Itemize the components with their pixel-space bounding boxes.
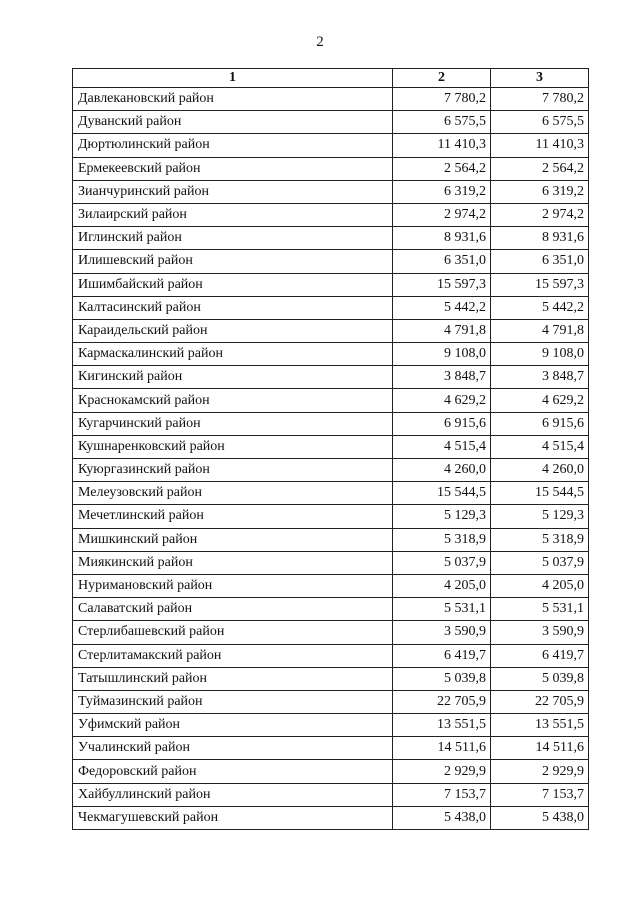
district-name-cell: Ермекеевский район bbox=[73, 157, 393, 180]
table-row bbox=[73, 343, 589, 366]
table-row bbox=[73, 505, 589, 528]
column-3-value-cell: 9 108,0 bbox=[491, 343, 589, 366]
table-row bbox=[73, 111, 589, 134]
column-3-value-cell: 8 931,6 bbox=[491, 227, 589, 250]
column-3-value-cell: 13 551,5 bbox=[491, 714, 589, 737]
district-name-cell: Караидельский район bbox=[73, 319, 393, 342]
column-3-value-cell: 4 791,8 bbox=[491, 319, 589, 342]
column-2-value-cell: 2 564,2 bbox=[393, 157, 491, 180]
district-name-cell: Татышлинский район bbox=[73, 667, 393, 690]
table-row bbox=[73, 227, 589, 250]
column-3-value-cell: 6 319,2 bbox=[491, 180, 589, 203]
column-3-value-cell: 6 575,5 bbox=[491, 111, 589, 134]
column-3-value-cell: 15 597,3 bbox=[491, 273, 589, 296]
column-header-2: 2 bbox=[393, 69, 491, 88]
table-row bbox=[73, 412, 589, 435]
table-row bbox=[73, 435, 589, 458]
table-row bbox=[73, 134, 589, 157]
column-3-value-cell: 4 515,4 bbox=[491, 435, 589, 458]
district-name-cell: Уфимский район bbox=[73, 714, 393, 737]
table-row bbox=[73, 366, 589, 389]
column-2-value-cell: 15 597,3 bbox=[393, 273, 491, 296]
column-3-value-cell: 6 915,6 bbox=[491, 412, 589, 435]
column-2-value-cell: 4 515,4 bbox=[393, 435, 491, 458]
column-2-value-cell: 4 629,2 bbox=[393, 389, 491, 412]
table-row bbox=[73, 667, 589, 690]
column-3-value-cell: 5 037,9 bbox=[491, 551, 589, 574]
table-row bbox=[73, 644, 589, 667]
district-name-cell: Кугарчинский район bbox=[73, 412, 393, 435]
column-header-1: 1 bbox=[73, 69, 393, 88]
district-name-cell: Давлекановский район bbox=[73, 88, 393, 111]
district-table bbox=[72, 68, 589, 830]
column-3-value-cell: 5 039,8 bbox=[491, 667, 589, 690]
column-2-value-cell: 13 551,5 bbox=[393, 714, 491, 737]
column-2-value-cell: 5 438,0 bbox=[393, 806, 491, 829]
column-2-value-cell: 2 929,9 bbox=[393, 760, 491, 783]
column-3-value-cell: 2 929,9 bbox=[491, 760, 589, 783]
column-3-value-cell: 15 544,5 bbox=[491, 482, 589, 505]
column-2-value-cell: 5 318,9 bbox=[393, 528, 491, 551]
column-3-value-cell: 5 531,1 bbox=[491, 598, 589, 621]
district-name-cell: Ишимбайский район bbox=[73, 273, 393, 296]
column-3-value-cell: 2 974,2 bbox=[491, 203, 589, 226]
table-row bbox=[73, 319, 589, 342]
table-row bbox=[73, 690, 589, 713]
table-row bbox=[73, 806, 589, 829]
column-2-value-cell: 15 544,5 bbox=[393, 482, 491, 505]
district-name-cell: Учалинский район bbox=[73, 737, 393, 760]
table-row bbox=[73, 459, 589, 482]
column-3-value-cell: 2 564,2 bbox=[491, 157, 589, 180]
column-2-value-cell: 6 419,7 bbox=[393, 644, 491, 667]
table-row bbox=[73, 250, 589, 273]
column-3-value-cell: 6 351,0 bbox=[491, 250, 589, 273]
table-row bbox=[73, 551, 589, 574]
district-name-cell: Зианчуринский район bbox=[73, 180, 393, 203]
district-name-cell: Дуванский район bbox=[73, 111, 393, 134]
column-2-value-cell: 7 153,7 bbox=[393, 783, 491, 806]
column-3-value-cell: 5 129,3 bbox=[491, 505, 589, 528]
column-2-value-cell: 5 129,3 bbox=[393, 505, 491, 528]
column-2-value-cell: 9 108,0 bbox=[393, 343, 491, 366]
column-2-value-cell: 7 780,2 bbox=[393, 88, 491, 111]
column-2-value-cell: 14 511,6 bbox=[393, 737, 491, 760]
table-row bbox=[73, 737, 589, 760]
column-3-value-cell: 14 511,6 bbox=[491, 737, 589, 760]
column-2-value-cell: 8 931,6 bbox=[393, 227, 491, 250]
column-header-3: 3 bbox=[491, 69, 589, 88]
district-name-cell: Чекмагушевский район bbox=[73, 806, 393, 829]
district-name-cell: Салаватский район bbox=[73, 598, 393, 621]
column-3-value-cell: 22 705,9 bbox=[491, 690, 589, 713]
column-2-value-cell: 5 037,9 bbox=[393, 551, 491, 574]
district-name-cell: Дюртюлинский район bbox=[73, 134, 393, 157]
column-2-value-cell: 4 205,0 bbox=[393, 574, 491, 597]
district-name-cell: Туймазинский район bbox=[73, 690, 393, 713]
district-name-cell: Федоровский район bbox=[73, 760, 393, 783]
column-2-value-cell: 22 705,9 bbox=[393, 690, 491, 713]
district-name-cell: Стерлибашевский район bbox=[73, 621, 393, 644]
column-2-value-cell: 5 531,1 bbox=[393, 598, 491, 621]
table-row bbox=[73, 574, 589, 597]
column-2-value-cell: 6 915,6 bbox=[393, 412, 491, 435]
table-row bbox=[73, 203, 589, 226]
table-row bbox=[73, 783, 589, 806]
table-row bbox=[73, 760, 589, 783]
column-2-value-cell: 4 260,0 bbox=[393, 459, 491, 482]
column-2-value-cell: 4 791,8 bbox=[393, 319, 491, 342]
district-name-cell: Краснокамский район bbox=[73, 389, 393, 412]
column-2-value-cell: 2 974,2 bbox=[393, 203, 491, 226]
table-row bbox=[73, 482, 589, 505]
column-2-value-cell: 3 848,7 bbox=[393, 366, 491, 389]
table-row bbox=[73, 180, 589, 203]
table-row bbox=[73, 714, 589, 737]
district-name-cell: Калтасинский район bbox=[73, 296, 393, 319]
column-3-value-cell: 4 629,2 bbox=[491, 389, 589, 412]
column-2-value-cell: 3 590,9 bbox=[393, 621, 491, 644]
table-row bbox=[73, 157, 589, 180]
table-row bbox=[73, 273, 589, 296]
column-3-value-cell: 3 848,7 bbox=[491, 366, 589, 389]
column-3-value-cell: 4 260,0 bbox=[491, 459, 589, 482]
district-name-cell: Мелеузовский район bbox=[73, 482, 393, 505]
table-row bbox=[73, 296, 589, 319]
column-3-value-cell: 6 419,7 bbox=[491, 644, 589, 667]
district-name-cell: Нуримановский район bbox=[73, 574, 393, 597]
district-name-cell: Кармаскалинский район bbox=[73, 343, 393, 366]
column-3-value-cell: 11 410,3 bbox=[491, 134, 589, 157]
column-3-value-cell: 7 780,2 bbox=[491, 88, 589, 111]
table-body bbox=[73, 88, 589, 830]
table-row bbox=[73, 621, 589, 644]
district-name-cell: Миякинский район bbox=[73, 551, 393, 574]
district-name-cell: Куюргазинский район bbox=[73, 459, 393, 482]
header-row bbox=[73, 69, 589, 88]
column-2-value-cell: 5 039,8 bbox=[393, 667, 491, 690]
column-2-value-cell: 5 442,2 bbox=[393, 296, 491, 319]
column-3-value-cell: 5 442,2 bbox=[491, 296, 589, 319]
district-name-cell: Иглинский район bbox=[73, 227, 393, 250]
column-3-value-cell: 4 205,0 bbox=[491, 574, 589, 597]
column-2-value-cell: 11 410,3 bbox=[393, 134, 491, 157]
column-3-value-cell: 5 318,9 bbox=[491, 528, 589, 551]
district-name-cell: Мечетлинский район bbox=[73, 505, 393, 528]
column-2-value-cell: 6 351,0 bbox=[393, 250, 491, 273]
table-row bbox=[73, 88, 589, 111]
district-name-cell: Хайбуллинский район bbox=[73, 783, 393, 806]
district-name-cell: Кигинский район bbox=[73, 366, 393, 389]
table-row bbox=[73, 528, 589, 551]
column-2-value-cell: 6 575,5 bbox=[393, 111, 491, 134]
column-3-value-cell: 3 590,9 bbox=[491, 621, 589, 644]
page-number: 2 bbox=[316, 34, 324, 50]
table-header bbox=[73, 69, 589, 88]
district-name-cell: Стерлитамакский район bbox=[73, 644, 393, 667]
table-row bbox=[73, 598, 589, 621]
table-row bbox=[73, 389, 589, 412]
column-2-value-cell: 6 319,2 bbox=[393, 180, 491, 203]
district-name-cell: Зилаирский район bbox=[73, 203, 393, 226]
district-name-cell: Илишевский район bbox=[73, 250, 393, 273]
district-name-cell: Кушнаренковский район bbox=[73, 435, 393, 458]
district-name-cell: Мишкинский район bbox=[73, 528, 393, 551]
column-3-value-cell: 5 438,0 bbox=[491, 806, 589, 829]
column-3-value-cell: 7 153,7 bbox=[491, 783, 589, 806]
